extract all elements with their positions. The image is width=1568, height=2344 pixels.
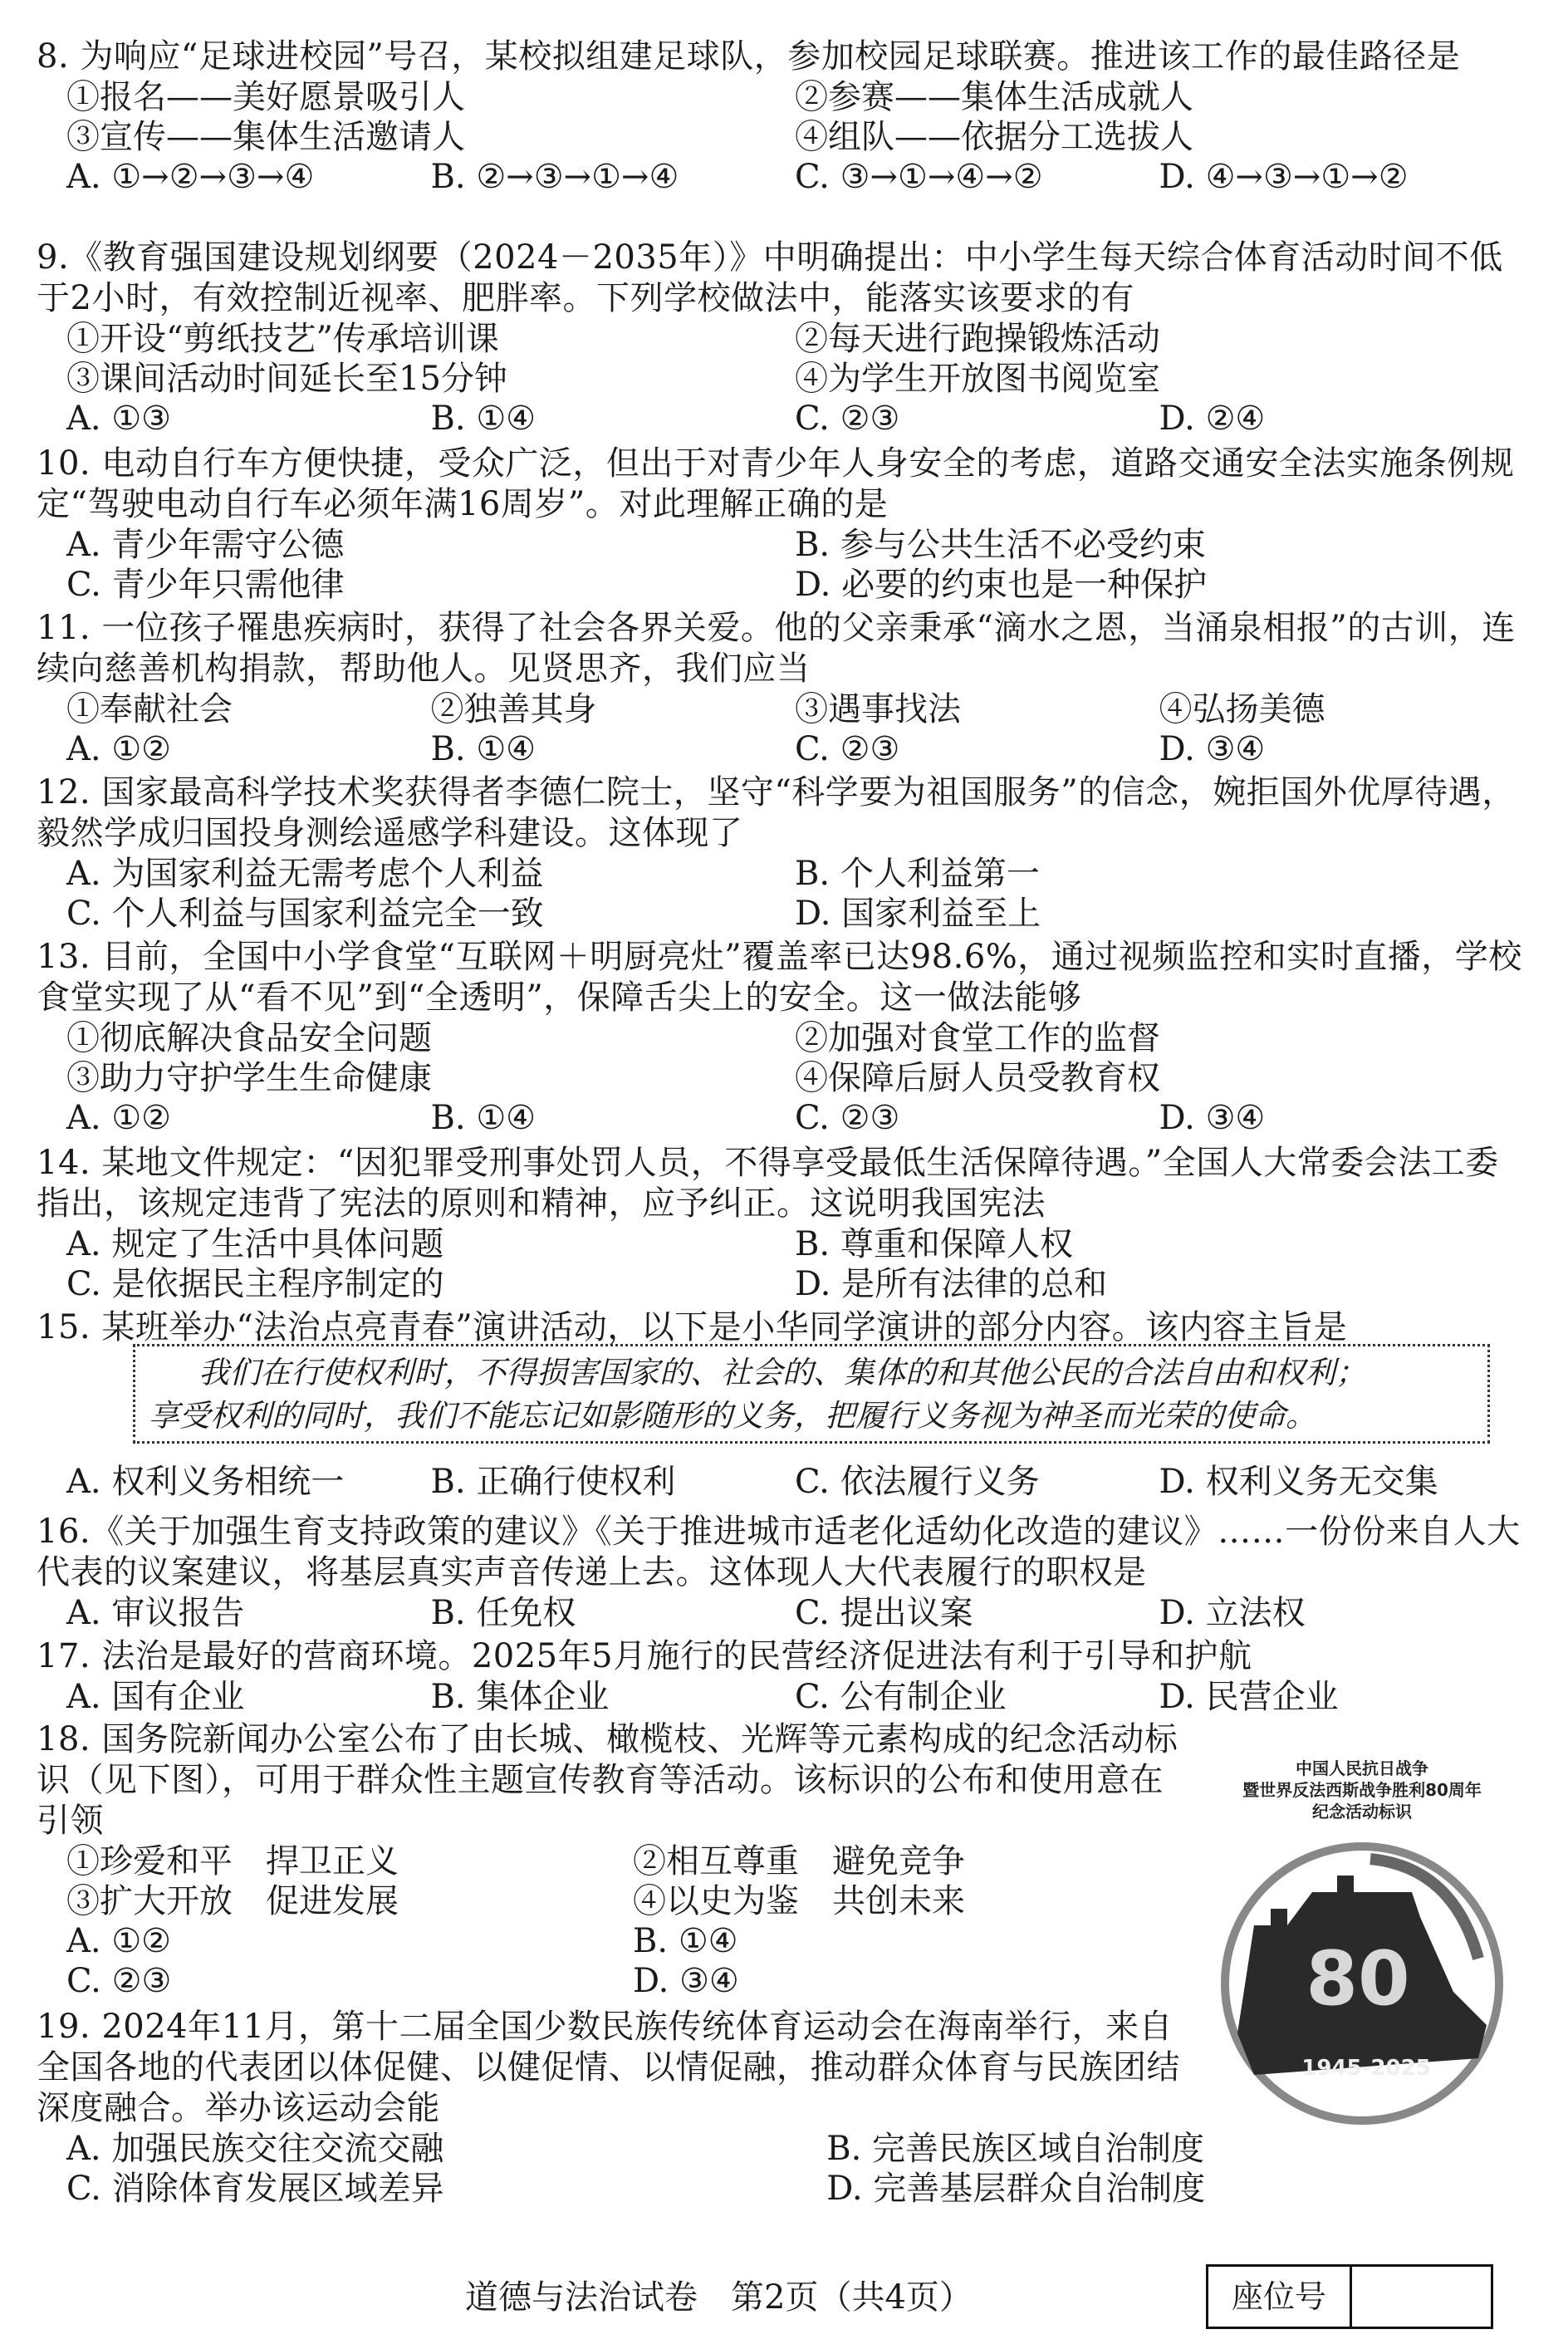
answer-choice: D. ④→③→①→② — [1159, 158, 1409, 196]
option: ①珍爱和平 捍卫正义 — [66, 1842, 399, 1881]
answer-choice: D. 民营企业 — [1159, 1678, 1339, 1716]
answer-choice: C. 提出议案 — [795, 1594, 973, 1632]
logo-years: 1945-2025 — [1301, 2056, 1431, 2081]
option: ①开设“剪纸技艺”传承培训课 — [66, 320, 499, 358]
seat-number-box — [1206, 2264, 1493, 2329]
question-11 — [37, 608, 1523, 769]
question-15 — [37, 1307, 1523, 1348]
answer-choice: C. 青少年只需他律 — [66, 566, 345, 604]
answer-choice: A. ①→②→③→④ — [66, 158, 315, 196]
option: ②参赛——集体生活成就人 — [795, 78, 1193, 116]
option: ③助力守护学生生命健康 — [66, 1059, 432, 1097]
option: ④以史为鉴 共创未来 — [633, 1882, 965, 1920]
option: ②相互尊重 避免竞争 — [633, 1842, 965, 1881]
question-stem: 18. 国务院新闻办公室公布了由长城、橄榄枝、光辉等元素构成的纪念活动标识（见下图），可用于群众性主题宣传教育等活动。该标识的公布和使用意在引领 — [37, 1720, 1178, 1840]
answer-choice: C. ②③ — [795, 400, 900, 438]
answer-choice: D. 必要的约束也是一种保护 — [795, 566, 1208, 604]
answer-choice: D. 完善基层群众自治制度 — [826, 2170, 1206, 2208]
option: ④组队——依据分工选拔人 — [795, 118, 1193, 156]
question-stem: 8. 为响应“足球进校园”号召，某校拟组建足球队，参加校园足球联赛。推进该工作的最佳路径是 — [37, 37, 1461, 76]
option: ①报名——美好愿景吸引人 — [66, 78, 465, 116]
answer-choice: A. ①② — [66, 730, 172, 768]
question-12 — [37, 772, 1523, 934]
speech-line: 享受权利的同时，我们不能忘记如影随形的义务，把履行义务视为神圣而光荣的使命。 — [149, 1398, 1316, 1434]
question-stem: 17. 法治是最好的营商环境。2025年5月施行的民营经济促进法有利于引导和护航 — [37, 1637, 1252, 1675]
answer-choice: B. ①④ — [633, 1922, 738, 1960]
answer-choice: A. 青少年需守公德 — [66, 526, 345, 564]
question-stem: 9.《教育强国建设规划纲要（2024－2035年）》中明确提出：中小学生每天综合体育活动时间不低于2小时，有效控制近视率、肥胖率。下列学校做法中，能落实该要求的有 — [37, 238, 1503, 317]
answer-choice: C. 消除体育发展区域差异 — [66, 2170, 444, 2208]
answer-choice: A. 规定了生活中具体问题 — [66, 1225, 444, 1263]
answer-choice: B. 正确行使权利 — [430, 1463, 676, 1501]
question-16 — [37, 1512, 1523, 1633]
answer-choice: C. 个人利益与国家利益完全一致 — [66, 895, 544, 933]
answer-choice: C. ③→①→④→② — [795, 158, 1043, 196]
question-stem: 12. 国家最高科学技术奖获得者李德仁院士，坚守“科学要为祖国服务”的信念，婉拒国外优厚待遇，毅然学成归国投身测绘遥感学科建设。这体现了 — [37, 773, 1516, 852]
answer-choice: D. ③④ — [1159, 1099, 1266, 1137]
question-stem: 14. 某地文件规定：“因犯罪受刑事处罚人员，不得享受最低生活保障待遇。”全国人大常委会法工委指出，该规定违背了宪法的原则和精神，应予纠正。这说明我国宪法 — [37, 1144, 1499, 1223]
page-footer — [0, 2253, 1568, 2344]
question-9 — [37, 238, 1523, 439]
answer-choice: A. ①② — [66, 1099, 172, 1137]
question-17 — [37, 1636, 1523, 1717]
answer-choice: B. 个人利益第一 — [795, 855, 1040, 893]
answer-choice: B. 尊重和保障人权 — [795, 1225, 1073, 1263]
answer-choice: B. 完善民族区域自治制度 — [826, 2130, 1205, 2168]
question-stem: 11. 一位孩子罹患疾病时，获得了社会各界关爱。他的父亲秉承“滴水之恩，当涌泉相报”的古训，连续向慈善机构捐款，帮助他人。见贤思齐，我们应当 — [37, 609, 1516, 688]
option: ④保障后厨人员受教育权 — [795, 1059, 1160, 1097]
answer-choice: B. 参与公共生活不必受约束 — [795, 526, 1206, 564]
question-13 — [37, 937, 1523, 1138]
answer-choice: D. 是所有法律的总和 — [795, 1265, 1108, 1303]
answer-choice: C. ②③ — [795, 730, 900, 768]
option: ①奉献社会 — [66, 690, 233, 728]
answer-choice: C. ②③ — [795, 1099, 900, 1137]
question-19 — [37, 2007, 1523, 2209]
answer-choice: B. 任免权 — [430, 1594, 576, 1632]
logo-title: 中国人民抗日战争 暨世界反法西斯战争胜利80周年 纪念活动标识 — [1242, 1758, 1482, 1822]
option: ①彻底解决食品安全问题 — [66, 1019, 432, 1057]
answer-choice: A. ①③ — [66, 400, 172, 438]
option: ②独善其身 — [430, 690, 597, 728]
answer-choice: A. 国有企业 — [66, 1678, 245, 1716]
answer-choice: D. ②④ — [1159, 400, 1266, 438]
answer-choice: A. 权利义务相统一 — [66, 1463, 345, 1501]
question-stem: 15. 某班举办“法治点亮青春”演讲活动，以下是小华同学演讲的部分内容。该内容主旨是 — [37, 1308, 1348, 1346]
option: ④为学生开放图书阅览室 — [795, 360, 1160, 398]
answer-choice: B. ①④ — [430, 400, 537, 438]
question-stem: 10. 电动自行车方便快捷，受众广泛，但出于对青少年人身安全的考虑，道路交通安全法实施条例规定“驾驶电动自行车必须年满16周岁”。对此理解正确的是 — [37, 444, 1515, 523]
option: ③课间活动时间延长至15分钟 — [66, 360, 507, 398]
seat-number-label: 座位号 — [1208, 2267, 1352, 2327]
answer-choice: D. ③④ — [1159, 730, 1266, 768]
question-stem: 16.《关于加强生育支持政策的建议》《关于推进城市适老化适幼化改造的建议》……一份份来自人大代表的议案建议，将基层真实声音传递上去。这体现人大代表履行的职权是 — [37, 1513, 1521, 1591]
answer-choice: C. 公有制企业 — [795, 1678, 1007, 1716]
answer-choice: D. 立法权 — [1159, 1594, 1306, 1632]
answer-choice: C. 是依据民主程序制定的 — [66, 1265, 444, 1303]
answer-choice: B. ①④ — [430, 1099, 537, 1137]
question-14 — [37, 1143, 1523, 1304]
option: ③宣传——集体生活邀请人 — [66, 118, 465, 156]
answer-choice: A. 加强民族交往交流交融 — [66, 2130, 444, 2168]
question-15-choices — [37, 1462, 1523, 1502]
question-stem: 13. 目前，全国中小学食堂“互联网＋明厨亮灶”覆盖率已达98.6%，通过视频监控和实时直播，学校食堂实现了从“看不见”到“全透明”，保障舌尖上的安全。这一做法能够 — [37, 938, 1522, 1017]
answer-choice: A. 审议报告 — [66, 1594, 245, 1632]
option: ③扩大开放 促进发展 — [66, 1882, 399, 1920]
speech-line: 我们在行使权利时，不得损害国家的、社会的、集体的和其他公民的合法自由和权利； — [198, 1355, 1366, 1390]
speech-excerpt-box — [133, 1344, 1490, 1444]
answer-choice: B. ②→③→①→④ — [430, 158, 679, 196]
answer-choice: B. ①④ — [430, 730, 537, 768]
option: ③遇事找法 — [795, 690, 961, 728]
question-8 — [37, 37, 1523, 197]
answer-choice: C. 依法履行义务 — [795, 1463, 1040, 1501]
logo-number: 80 — [1306, 1935, 1410, 2023]
answer-choice: A. ①② — [66, 1922, 172, 1960]
answer-choice: A. 为国家利益无需考虑个人利益 — [66, 855, 544, 893]
option: ②加强对食堂工作的监督 — [795, 1019, 1160, 1057]
answer-choice: C. ②③ — [66, 1962, 172, 2000]
seat-number-field[interactable] — [1352, 2267, 1491, 2327]
question-stem: 19. 2024年11月，第十二届全国少数民族传统体育运动会在海南举行，来自全国各地的代表团以体促健、以健促情、以情促融，推动群众体育与民族团结深度融合。举办该运动会能 — [37, 2008, 1180, 2127]
answer-choice: D. 国家利益至上 — [795, 895, 1041, 933]
answer-choice: D. 权利义务无交集 — [1159, 1463, 1438, 1501]
answer-choice: B. 集体企业 — [430, 1678, 610, 1716]
footer-page-info: 道德与法治试卷 第2页（共4页） — [465, 2278, 973, 2317]
question-10 — [37, 444, 1523, 605]
answer-choice: D. ③④ — [633, 1962, 739, 2000]
option: ②每天进行跑操锻炼活动 — [795, 320, 1160, 358]
option: ④弘扬美德 — [1159, 690, 1325, 728]
